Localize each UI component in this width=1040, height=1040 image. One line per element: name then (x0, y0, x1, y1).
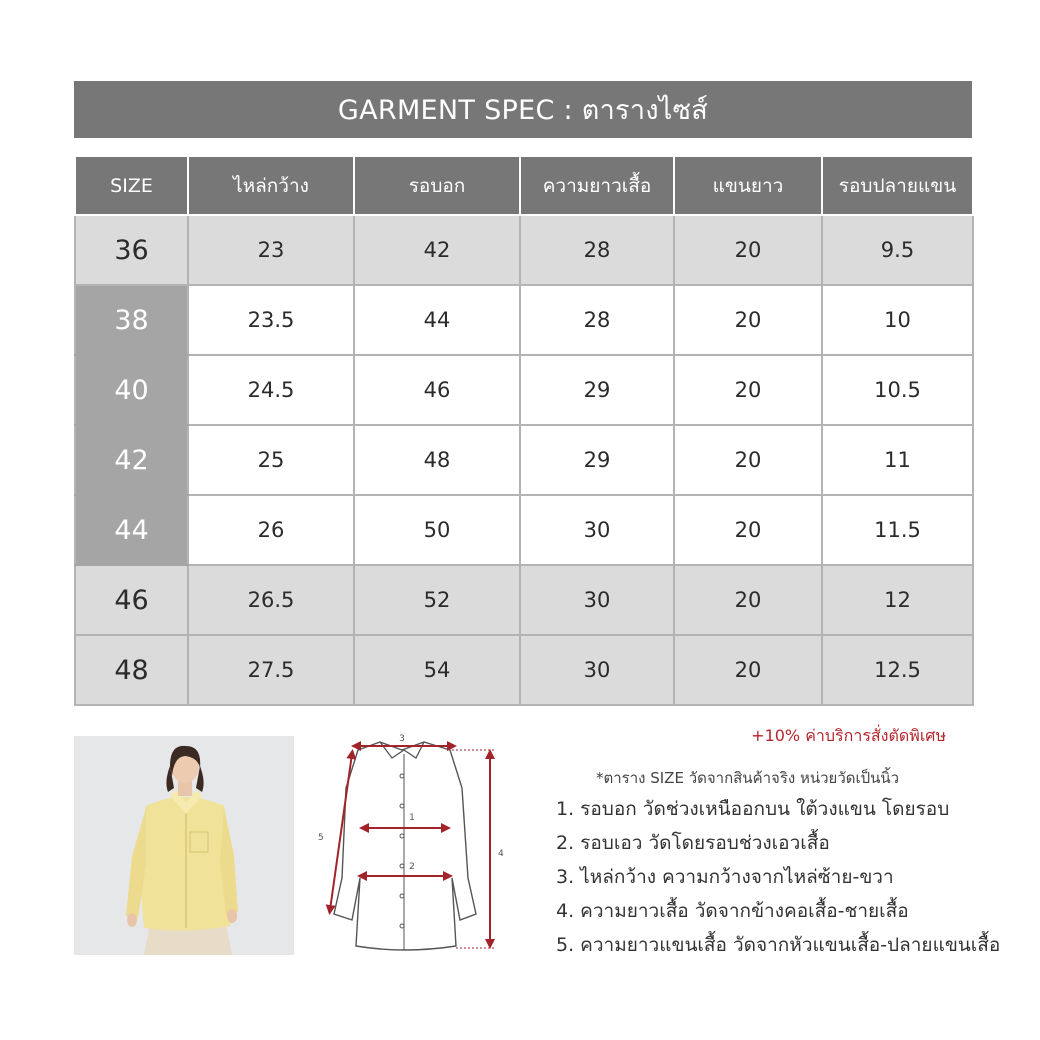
header-sleeve-length: แขนยาว (674, 157, 822, 215)
header-chest: รอบอก (354, 157, 520, 215)
table-row (75, 215, 973, 285)
table-cell: 28 (520, 215, 674, 285)
table-cell: 25 (188, 425, 354, 495)
table-cell: 30 (520, 495, 674, 565)
table-cell: 23 (188, 215, 354, 285)
definition-length: 4. ความยาวเสื้อ วัดจากข้างคอเสื้อ-ชายเสื้อ (556, 900, 909, 922)
table-cell: 20 (674, 215, 822, 285)
table-cell: 20 (674, 285, 822, 355)
definition-shoulder: 3. ไหล่กว้าง ความกว้างจากไหล่ซ้าย-ขวา (556, 866, 894, 888)
table-cell: 20 (674, 635, 822, 705)
table-cell: 11.5 (822, 495, 973, 565)
header-shirt-length: ความยาวเสื้อ (520, 157, 674, 215)
table-cell: 9.5 (822, 215, 973, 285)
shirt-measurement-diagram (306, 728, 516, 960)
size-table (74, 157, 974, 706)
measurement-note: *ตาราง SIZE วัดจากสินค้าจริง หน่วยวัดเป็นนิ้ว (596, 769, 900, 787)
table-cell: 20 (674, 565, 822, 635)
header-size: SIZE (75, 157, 188, 215)
diagram-label-5: 5 (318, 833, 324, 843)
size-cell: 38 (75, 285, 188, 355)
table-cell: 10.5 (822, 355, 973, 425)
measurement-definitions (556, 796, 1026, 966)
table-cell: 30 (520, 565, 674, 635)
diagram-label-3: 3 (399, 734, 405, 744)
size-cell: 40 (75, 355, 188, 425)
definition-sleeve: 5. ความยาวแขนเสื้อ วัดจากหัวแขนเสื้อ-ปลายแขนเสื้อ (556, 934, 1001, 956)
size-cell: 46 (75, 565, 188, 635)
header-cuff: รอบปลายแขน (822, 157, 973, 215)
table-cell: 42 (354, 215, 520, 285)
table-cell: 48 (354, 425, 520, 495)
table-cell: 20 (674, 355, 822, 425)
table-cell: 50 (354, 495, 520, 565)
table-row (75, 635, 973, 705)
table-cell: 11 (822, 425, 973, 495)
definition-waist: 2. รอบเอว วัดโดยรอบช่วงเอวเสื้อ (556, 832, 830, 854)
table-cell: 46 (354, 355, 520, 425)
size-cell: 36 (75, 215, 188, 285)
model-photo (74, 736, 294, 955)
table-cell: 12.5 (822, 635, 973, 705)
table-cell: 54 (354, 635, 520, 705)
header-shoulder-width: ไหล่กว้าง (188, 157, 354, 215)
table-row (75, 495, 973, 565)
table-row (75, 425, 973, 495)
table-cell: 12 (822, 565, 973, 635)
table-cell: 20 (674, 425, 822, 495)
table-header-row (75, 157, 973, 215)
diagram-label-4: 4 (498, 849, 504, 859)
table-cell: 20 (674, 495, 822, 565)
table-cell: 29 (520, 355, 674, 425)
size-cell: 48 (75, 635, 188, 705)
table-cell: 29 (520, 425, 674, 495)
table-cell: 52 (354, 565, 520, 635)
definition-chest: 1. รอบอก วัดช่วงเหนืออกบน ใต้วงแขน โดยรอบ (556, 798, 950, 820)
extra-charge-note: +10% ค่าบริการสั่งตัดพิเศษ (751, 726, 946, 745)
table-cell: 24.5 (188, 355, 354, 425)
table-cell: 27.5 (188, 635, 354, 705)
table-row (75, 285, 973, 355)
table-cell: 44 (354, 285, 520, 355)
size-cell: 42 (75, 425, 188, 495)
size-cell: 44 (75, 495, 188, 565)
diagram-label-1: 1 (409, 813, 415, 823)
table-cell: 26.5 (188, 565, 354, 635)
table-cell: 26 (188, 495, 354, 565)
table-row (75, 565, 973, 635)
table-cell: 23.5 (188, 285, 354, 355)
table-cell: 30 (520, 635, 674, 705)
table-row (75, 355, 973, 425)
table-cell: 28 (520, 285, 674, 355)
diagram-label-2: 2 (409, 862, 415, 872)
table-cell: 10 (822, 285, 973, 355)
page-title: GARMENT SPEC : ตารางไซส์ (74, 81, 972, 138)
